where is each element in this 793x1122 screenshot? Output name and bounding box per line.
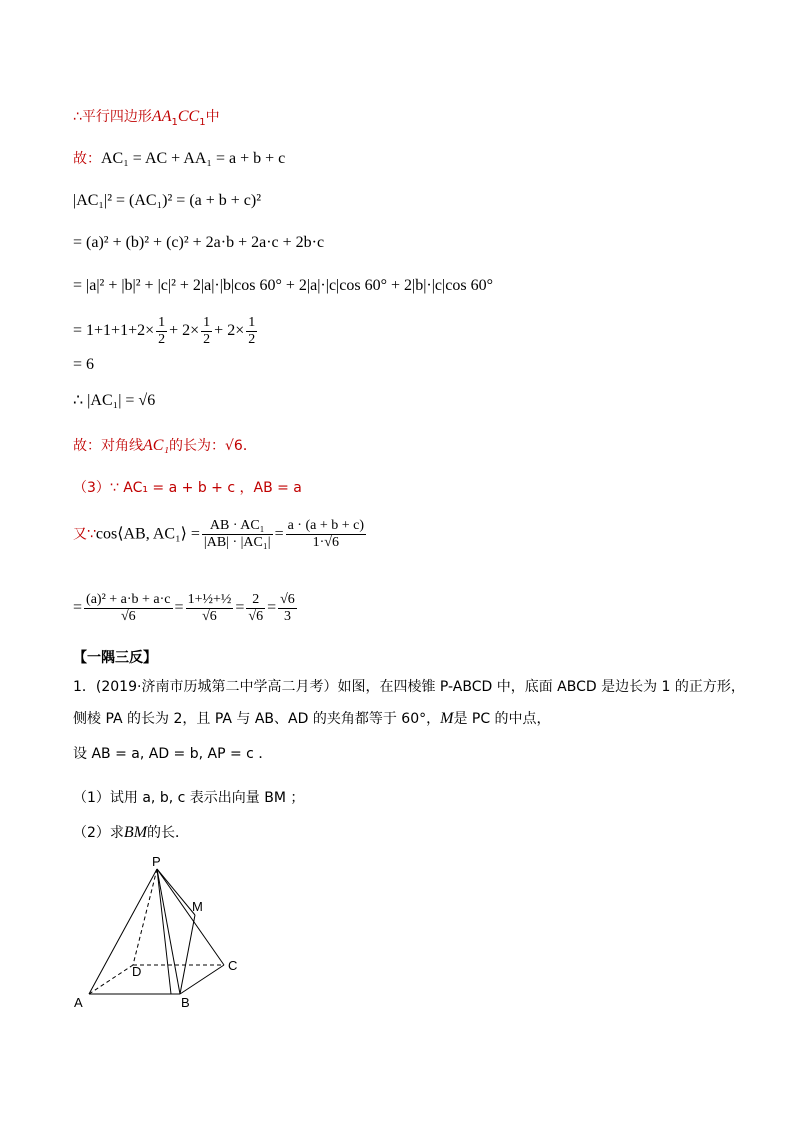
l9-mid: AC₁ (143, 437, 170, 454)
text-line-12: = $\frac{\text{(a)² + a·b + a·c}}{√6}$ = $\frac{\text{1+½+½}}{√6}$ = $\frac{2}{√6}$ = $\frac{√6}{3}$ (73, 592, 295, 624)
l1-math: AA (151, 108, 172, 125)
text-line-3 (73, 191, 261, 211)
section-heading: 【一隅三反】 (73, 650, 157, 666)
half-frac-1: $\frac{1}{2}$ (158, 315, 166, 347)
l1-text: ∴平行四边形 (73, 109, 152, 125)
label-b: B (181, 995, 190, 1010)
text-line-4 (73, 233, 324, 253)
l1-end: 中 (205, 109, 220, 125)
problem-line-1: 1．(2019·济南市历城第二中学高二月考）如图，在四棱锥 P-ABCD 中，底面 ABCD 是边长为 1 的正方形， (73, 679, 745, 695)
label-d: D (132, 964, 142, 979)
text-line-2 (73, 148, 285, 169)
l4-formula: = (a)² + (b)² + (c)² + 2a·b + 2a·c + 2b·c (73, 234, 325, 251)
text-line-1: ∴平行四边形$AA_1CC_1$中 (73, 108, 220, 128)
text-line-9 (73, 436, 257, 456)
pyramid-figure (70, 852, 260, 1012)
l6-end: + 2× (214, 322, 245, 340)
cos-frac-6: $\frac{√6}{3}$ (280, 592, 295, 624)
l3-formula: |AC₁|² = (AC₁)² = (a + b + c)² (73, 192, 262, 209)
label-m: M (192, 899, 203, 914)
l2-formula: AC₁ = AC + AA₁ = a + b + c (101, 150, 286, 167)
l6-mid: + 2× (169, 322, 200, 340)
l1-sub: 1 (171, 117, 178, 128)
cos-frac-5: $\frac{2}{√6}$ (248, 592, 264, 624)
label-a: A (74, 995, 83, 1010)
l8-formula: ∴ |AC₁| = √6 (73, 392, 156, 409)
problem-line-3: 设 AB = a, AD = b, AP = c ． (73, 746, 273, 762)
cos-frac-1: $\frac{\text{AB · AC₁}}{\text{|AB| · |AC₁|}}$ (203, 518, 271, 550)
problem-line-2: 侧棱 PA 的长为 2，且 PA 与 AB、AD 的夹角都等于 60°，M是 PC 的中点， (73, 710, 551, 727)
question-2: （2）求BM的长． (73, 824, 190, 841)
cos-frac-2: $\frac{a \cdot (a + b + c)}{1\cdot√6}$ (287, 518, 365, 550)
text-line-5 (73, 276, 493, 296)
question-1: （1）试用 a, b, c 表示出向量 BM ； (73, 790, 305, 806)
l10-formula: （3）∵ AC₁ = a + b + c ，AB = a (73, 480, 302, 496)
text-line-10 (73, 478, 302, 498)
l9-prefix: 故：对角线 (73, 438, 143, 454)
l2-prefix: 故： (73, 151, 101, 167)
text-line-7 (73, 355, 94, 375)
text-line-6 (73, 315, 259, 348)
l11-cos: cos⟨AB, AC₁⟩ = (95, 525, 200, 543)
l11-prefix: 又∵ (73, 526, 96, 543)
cos-frac-3: $\frac{\text{(a)² + a·b + a·c}}{√6}$ (86, 592, 171, 624)
half-frac-3: $\frac{1}{2}$ (248, 315, 256, 347)
l7-formula: = 6 (73, 356, 95, 373)
l5-formula: = |a|² + |b|² + |c|² + 2|a|·|b|cos 60° + 2|a|·|c|cos 60° + 2|b|·|c|cos 60° (73, 277, 493, 294)
cos-frac-4: $\frac{\text{1+½+½}}{√6}$ (187, 592, 232, 624)
label-c: C (228, 958, 238, 973)
l9-end: 的长为：√6． (169, 438, 257, 454)
l1-math2: CC (177, 108, 200, 125)
label-p: P (152, 854, 161, 869)
text-line-11: 又∵cos⟨AB, AC₁⟩ = $\frac{\text{AB · AC₁}}{\text{|AB| · |AC₁|}}$ = $\frac{a \cdot (a + b + c)}{1\cdot√6}$ (73, 518, 365, 550)
l6-formula: = 1+1+1+2× (73, 322, 155, 340)
half-frac-2: $\frac{1}{2}$ (203, 315, 211, 347)
text-line-8 (73, 391, 155, 411)
